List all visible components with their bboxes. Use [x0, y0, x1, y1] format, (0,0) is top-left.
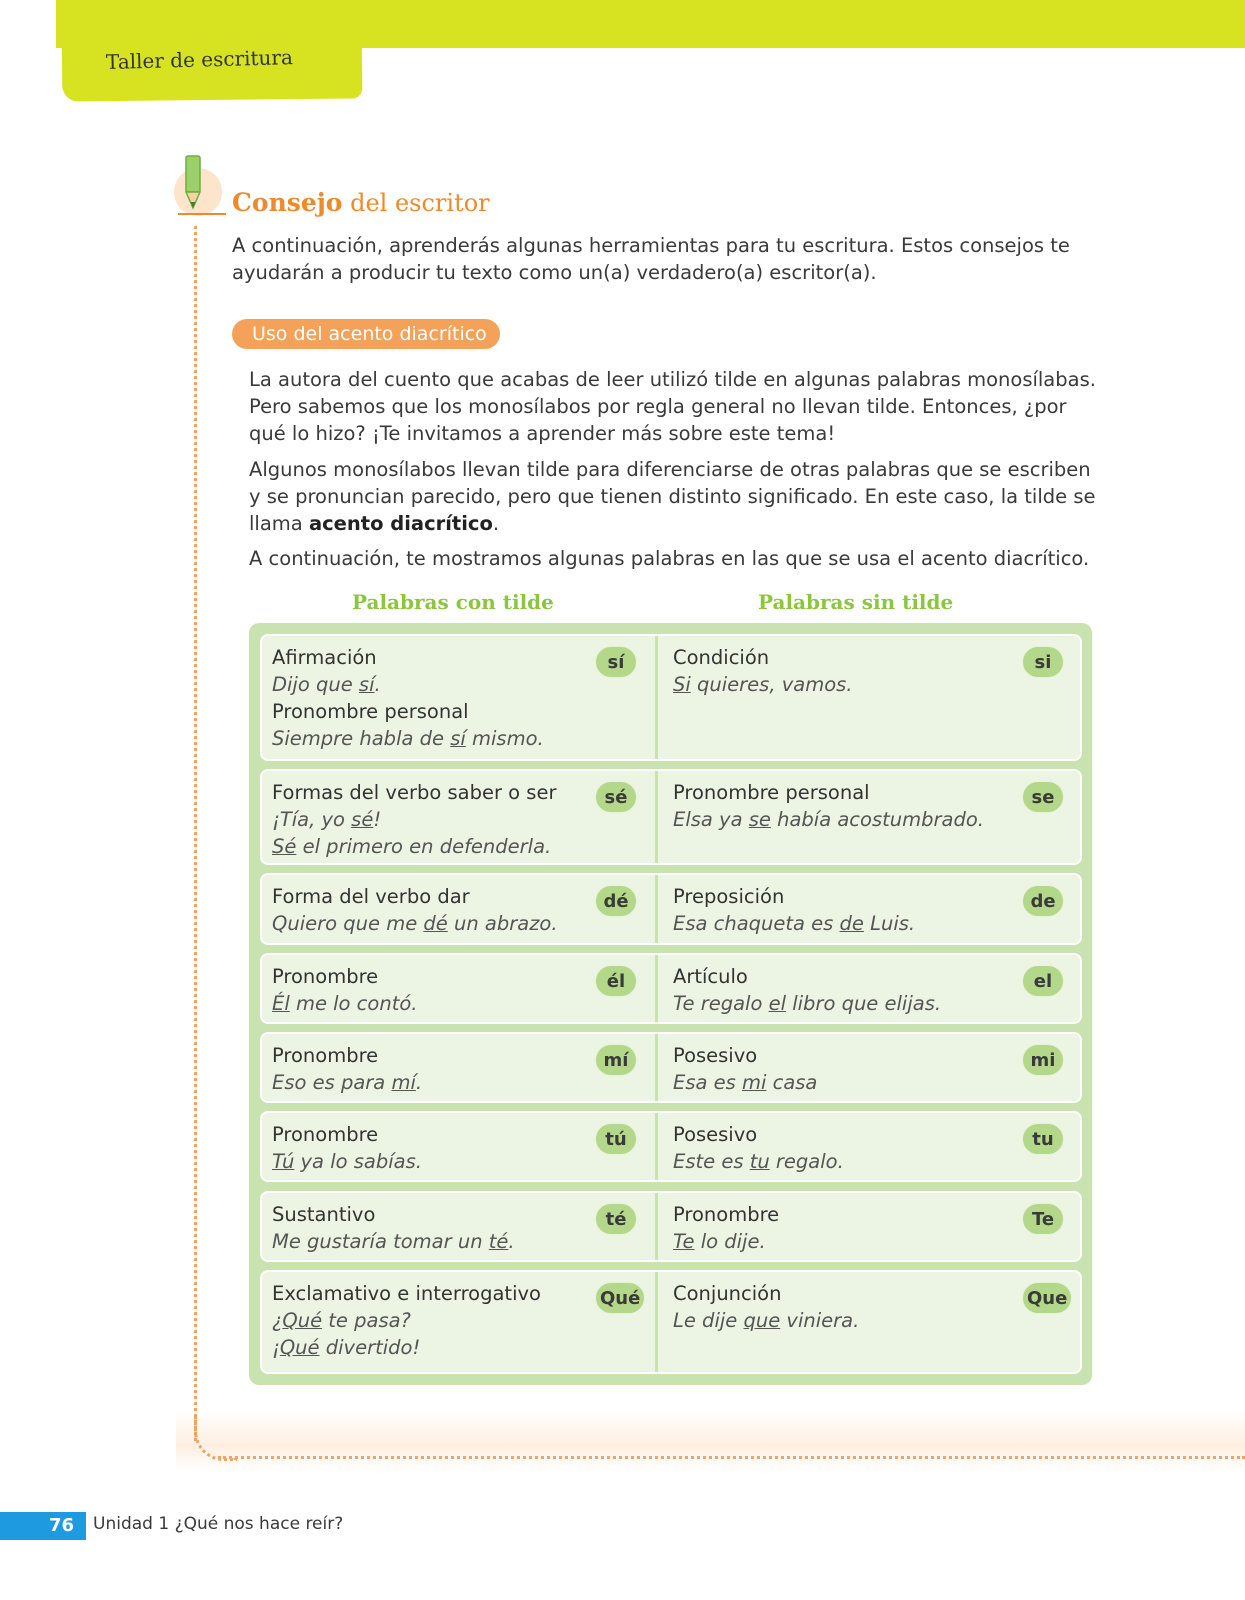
word-badge-with-tilde: mí [595, 1044, 637, 1076]
consejo-title-rest: del escritor [342, 189, 490, 217]
section-title: Taller de escritura [105, 45, 294, 74]
table-cell-left [272, 779, 592, 860]
usage-label: Pronombre personal [272, 700, 469, 723]
example-sentence [673, 671, 1003, 698]
table-cell-left [272, 1121, 592, 1175]
usage-label: Pronombre [272, 965, 379, 988]
column-divider [655, 636, 658, 759]
example-post: te pasa? [322, 1309, 411, 1332]
example-word: el [768, 992, 787, 1015]
example-pre: ¡ [272, 1336, 280, 1359]
table-row [260, 769, 1082, 865]
column-divider [655, 1034, 658, 1101]
table-row [260, 1111, 1082, 1182]
usage-label: Conjunción [673, 1282, 782, 1305]
table-cell-right [673, 1042, 1003, 1096]
usage-label: Exclamativo e interrogativo [272, 1282, 541, 1305]
usage-label: Formas del verbo saber o ser [272, 781, 557, 804]
example-sentence [673, 990, 1003, 1017]
word-badge-with-tilde: tú [595, 1123, 637, 1155]
example-pre: Este es [673, 1150, 750, 1173]
usage-label: Pronombre [673, 1203, 780, 1226]
example-post: . [508, 1230, 515, 1253]
example-word: Tú [272, 1150, 295, 1173]
table-row [260, 953, 1082, 1024]
example-post: divertido! [319, 1336, 421, 1359]
example-word: Si [673, 673, 691, 696]
example-post: libro que elijas. [786, 992, 942, 1015]
example-post: casa [766, 1071, 818, 1094]
word-badge-with-tilde: sé [595, 781, 637, 813]
word-badge-with-tilde: dé [595, 885, 637, 917]
usage-label: Pronombre personal [673, 781, 870, 804]
word-badge-with-tilde: Qué [595, 1282, 645, 1314]
paragraph-2-text: Algunos monosílabos llevan tilde para diferenciarse de otras palabras que se escriben y se pronuncian parecido, pero que tienen distinto significado. En este caso, la tilde se llama [249, 458, 1096, 535]
example-pre: Me gustaría tomar un [272, 1230, 489, 1253]
usage-label: Pronombre [272, 1044, 379, 1067]
consejo-title [232, 188, 490, 217]
usage-label: Posesivo [673, 1044, 758, 1067]
example-post: mismo. [465, 727, 544, 750]
table-cell-right [673, 1280, 1003, 1334]
column-divider [655, 1193, 658, 1260]
table-cell-right [673, 883, 1003, 937]
example-sentence [272, 910, 592, 937]
example-word: sé [351, 808, 374, 831]
word-badge-with-tilde: él [595, 965, 637, 997]
table-row [260, 1191, 1082, 1262]
table-cell-left [272, 883, 592, 937]
column-divider [655, 1113, 658, 1180]
topic-pill: Uso del acento diacrítico [232, 319, 500, 349]
table-row [260, 1032, 1082, 1103]
column-heading-without-tilde: Palabras sin tilde [758, 590, 954, 614]
footer-unit-title: Unidad 1 ¿Qué nos hace reír? [93, 1514, 344, 1534]
example-sentence [673, 1069, 1003, 1096]
paragraph-3: A continuación, te mostramos algunas palabras en las que se usa el acento diacrítico. [249, 547, 1090, 570]
word-badge-without-tilde: Te [1022, 1203, 1064, 1235]
table-cell-right [673, 1121, 1003, 1175]
usage-label: Preposición [673, 885, 785, 908]
example-word: Qué [282, 1309, 323, 1332]
bottom-glow [176, 1410, 1245, 1470]
example-post: regalo. [769, 1150, 844, 1173]
column-divider [655, 1272, 658, 1372]
example-word: sí [358, 673, 375, 696]
word-badge-with-tilde: sí [595, 646, 637, 678]
table-row [260, 634, 1082, 761]
example-word: dé [423, 912, 448, 935]
example-sentence [272, 806, 592, 833]
column-divider [655, 955, 658, 1022]
pencil-icon [168, 152, 232, 222]
word-badge-without-tilde: tu [1022, 1123, 1064, 1155]
table-cell-left [272, 644, 592, 752]
example-sentence [272, 833, 592, 860]
table-row [260, 873, 1082, 945]
paragraph-2 [249, 456, 1099, 537]
table-cell-left [272, 1042, 592, 1096]
example-post: el primero en defenderla. [296, 835, 552, 858]
example-pre: Siempre habla de [272, 727, 451, 750]
usage-label: Condición [673, 646, 770, 669]
example-post: quieres, vamos. [690, 673, 853, 696]
consejo-title-bold: Consejo [232, 188, 343, 217]
example-word: mi [741, 1071, 767, 1094]
paragraph-2-end: . [492, 512, 500, 535]
example-sentence [673, 1228, 1003, 1255]
example-sentence [272, 990, 592, 1017]
example-word: Sé [272, 835, 297, 858]
table-cell-right [673, 963, 1003, 1017]
example-sentence [272, 1148, 592, 1175]
word-badge-without-tilde: Que [1022, 1282, 1072, 1314]
table-cell-left [272, 1201, 592, 1255]
usage-label: Posesivo [673, 1123, 758, 1146]
example-post: ! [373, 808, 382, 831]
usage-label: Forma del verbo dar [272, 885, 470, 908]
column-divider [655, 875, 658, 943]
example-pre: Quiero que me [272, 912, 424, 935]
example-pre: Dijo que [272, 673, 359, 696]
example-post: un abrazo. [447, 912, 558, 935]
example-word: tu [749, 1150, 770, 1173]
example-word: de [839, 912, 864, 935]
page-number: 76 [0, 1512, 86, 1540]
table-cell-right [673, 1201, 1003, 1255]
word-badge-without-tilde: de [1022, 885, 1064, 917]
example-sentence [673, 1307, 1003, 1334]
table-cell-right [673, 779, 1003, 833]
example-sentence [272, 1334, 592, 1361]
example-word: mí [391, 1071, 416, 1094]
example-pre: ¡Tía, yo [272, 808, 352, 831]
table-row [260, 1270, 1082, 1374]
example-post: . [415, 1071, 423, 1094]
example-word: se [748, 808, 771, 831]
column-heading-with-tilde: Palabras con tilde [352, 590, 554, 614]
example-word: Él [272, 992, 290, 1015]
example-pre: Elsa ya [673, 808, 749, 831]
usage-label: Afirmación [272, 646, 377, 669]
dotted-border-bottom [218, 1456, 1245, 1459]
example-post: había acostumbrado. [770, 808, 984, 831]
diacritic-table [249, 623, 1092, 1385]
example-pre: Te regalo [673, 992, 769, 1015]
example-word: Te [673, 1230, 695, 1253]
example-sentence [272, 1307, 592, 1334]
example-pre: ¿ [272, 1309, 283, 1332]
table-cell-left [272, 1280, 592, 1361]
example-post: Luis. [863, 912, 916, 935]
paragraph-2-term: acento diacrítico [308, 512, 493, 535]
example-pre: Le dije [673, 1309, 744, 1332]
example-pre: Eso es para [272, 1071, 392, 1094]
example-sentence [673, 806, 1003, 833]
example-post: me lo contó. [289, 992, 418, 1015]
word-badge-without-tilde: mi [1022, 1044, 1064, 1076]
usage-label: Pronombre [272, 1123, 379, 1146]
example-post: . [374, 673, 381, 696]
table-cell-right [673, 644, 1003, 698]
word-badge-without-tilde: si [1022, 646, 1064, 678]
column-divider [655, 771, 658, 863]
example-word: que [743, 1309, 781, 1332]
dotted-border-left [194, 226, 197, 1441]
example-sentence [673, 910, 1003, 937]
example-sentence [673, 1148, 1003, 1175]
word-badge-without-tilde: se [1022, 781, 1064, 813]
paragraph-1: La autora del cuento que acabas de leer utilizó tilde en algunas palabras monosílabas. Pero sabemos que los monosílabos por regla general no llevan tilde. Entonces, ¿por qué lo hizo? ¡Te invitamos a aprender más sobre este tema! [249, 368, 1096, 445]
table-cell-left [272, 963, 592, 1017]
example-word: sí [450, 727, 466, 750]
intro-text: A continuación, aprenderás algunas herramientas para tu escritura. Estos consejos te ayudarán a producir tu texto como un(a) verdadero(a) escritor(a). [232, 234, 1070, 284]
example-pre: Esa chaqueta es [673, 912, 840, 935]
example-pre: Esa es [673, 1071, 742, 1094]
example-word: Qué [279, 1336, 320, 1359]
example-sentence [272, 725, 592, 752]
word-badge-without-tilde: el [1022, 965, 1064, 997]
example-sentence [272, 1069, 592, 1096]
usage-label: Sustantivo [272, 1203, 376, 1226]
word-badge-with-tilde: té [595, 1203, 637, 1235]
example-post: ya lo sabías. [294, 1150, 422, 1173]
example-word: té [488, 1230, 509, 1253]
example-sentence [272, 671, 592, 698]
example-sentence [272, 1228, 592, 1255]
usage-label: Artículo [673, 965, 748, 988]
example-post: viniera. [780, 1309, 860, 1332]
example-post: lo dije. [694, 1230, 766, 1253]
